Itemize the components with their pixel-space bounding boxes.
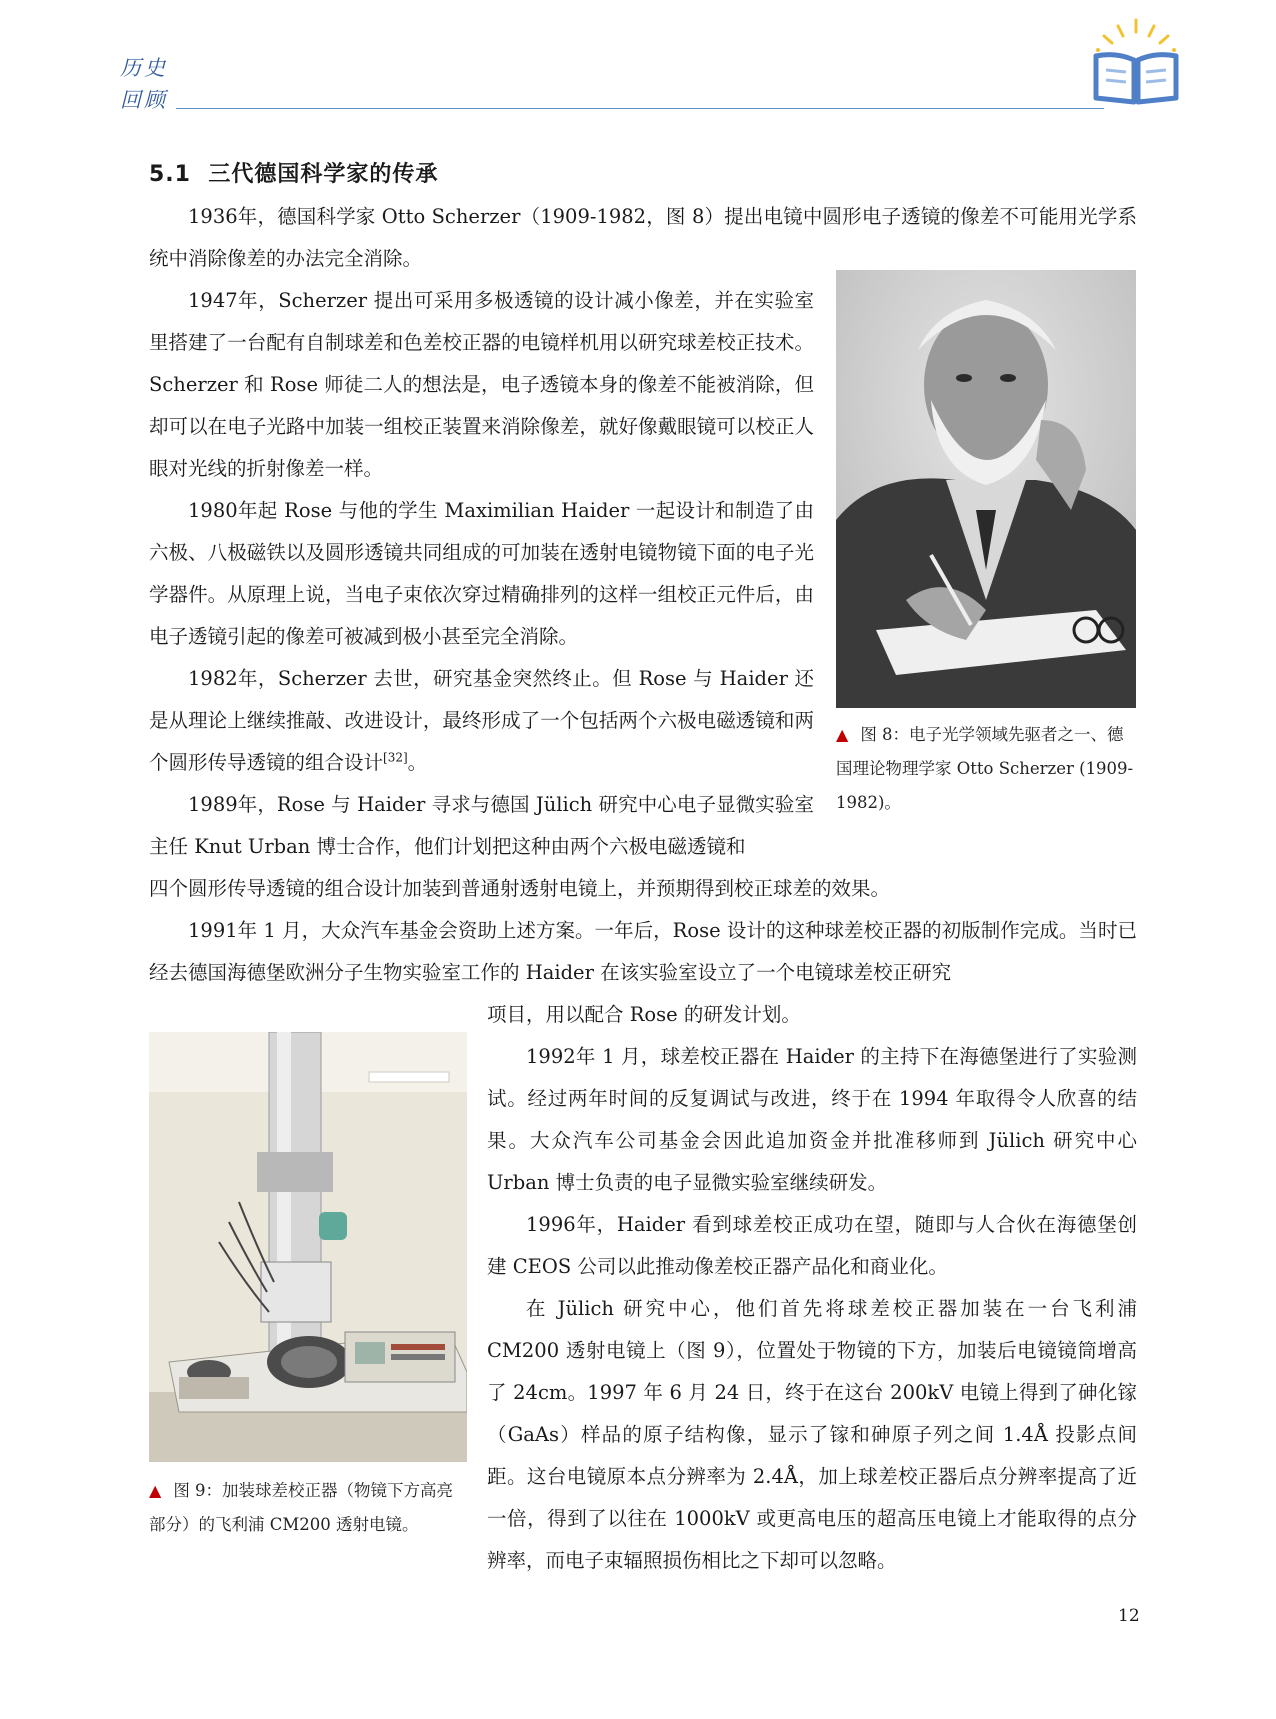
caption-marker-icon: ▲ bbox=[149, 1481, 162, 1500]
header-title-line2: 回顾 bbox=[120, 88, 168, 112]
paragraph-4-text: 1982年，Scherzer 去世，研究基金突然终止。但 Rose 与 Haider 还是从理论上继续推敲、改进设计，最终形成了一个包括两个六极电磁透镜和两个圆形传导透镜的组合设计 bbox=[149, 667, 814, 774]
paragraph-4 bbox=[149, 658, 814, 784]
header-rule bbox=[176, 108, 1104, 109]
figure-8-caption-text: 图 8：电子光学领域先驱者之一、德国理论物理学家 Otto Scherzer (1909-1982)。 bbox=[836, 725, 1134, 812]
paragraph-5-part2: 四个圆形传导透镜的组合设计加装到普通射透射电镜上，并预期得到校正球差的效果。 bbox=[149, 877, 891, 900]
figure-9-caption bbox=[149, 1474, 467, 1542]
paragraph-6: 1991年 1 月，大众汽车基金会资助上述方案。一年后，Rose 设计的这种球差校正器的初版制作完成。当时已经去德国海德堡欧洲分子生物实验室工作的 Haider 在该实验室设立了一个电镜球差校正研究 bbox=[149, 919, 1137, 984]
paragraph-2: 1947年，Scherzer 提出可采用多极透镜的设计减小像差，并在实验室里搭建了一台配有自制球差和色差校正器的电镜样机用以研究球差校正技术。Scherzer 和 Rose 师徒二人的想法是，电子透镜本身的像差不能被消除，但却可以在电子光路中加装一组校正装置来消除像差，就好像戴眼镜可以校正人眼对光线的折射像差一样。 bbox=[149, 289, 814, 480]
figure-9-caption-text: 图 9：加装球差校正器（物镜下方高亮部分）的飞利浦 CM200 透射电镜。 bbox=[149, 1481, 454, 1534]
header-title-line1: 历史 bbox=[120, 56, 168, 80]
paragraph-1: 1936年，德国科学家 Otto Scherzer（1909-1982，图 8）提出电镜中圆形电子透镜的像差不可能用光学系统中消除像差的办法完全消除。 bbox=[149, 205, 1137, 270]
cm200-microscope-image bbox=[149, 1032, 467, 1462]
paragraph-6-end: 项目，用以配合 Rose 的研发计划。 bbox=[487, 1003, 801, 1026]
paragraph-7: 1992年 1 月，球差校正器在 Haider 的主持下在海德堡进行了实验测试。经过两年时间的反复调试与改进，终于在 1994 年取得令人欣喜的结果。大众汽车公司基金会因此追加资金并批准移师到 Jülich 研究中心 Urban 博士负责的电子显微实验室继续研发。 bbox=[487, 1045, 1137, 1194]
citation-ref: [32] bbox=[383, 750, 408, 765]
page-number: 12 bbox=[1118, 1606, 1140, 1626]
caption-marker-icon: ▲ bbox=[836, 725, 849, 744]
paragraph-4-end: 。 bbox=[407, 751, 428, 774]
figure-8-caption bbox=[836, 718, 1136, 820]
scherzer-portrait-image bbox=[836, 270, 1136, 708]
open-book-icon bbox=[1088, 16, 1184, 106]
section-number: 5.1 bbox=[149, 162, 191, 187]
paragraph-8: 1996年，Haider 看到球差校正成功在望，随即与人合伙在海德堡创建 CEOS 公司以此推动像差校正器产品化和商业化。 bbox=[487, 1213, 1137, 1278]
section-heading bbox=[149, 157, 438, 188]
section-title: 三代德国科学家的传承 bbox=[208, 162, 439, 187]
paragraph-9: 在 Jülich 研究中心，他们首先将球差校正器加装在一台飞利浦 CM200 透射电镜上（图 9），位置处于物镜的下方，加装后电镜镜筒增高了 24cm。1997 年 6 月 24 日，终于在这台 200kV 电镜上得到了砷化镓（GaAs）样品的原子结构像，显示了镓和砷原子列之间 1.4Å 投影点间距。这台电镜原本点分辨率为 2.4Å，加上球差校正器后点分辨率提高了近一倍，得到了以往在 1000kV 或更高电压的超高压电镜上才能取得的点分辨率，而电子束辐照损伤相比之下却可以忽略。 bbox=[487, 1297, 1137, 1572]
paragraph-5-part1: 1989年，Rose 与 Haider 寻求与德国 Jülich 研究中心电子显微实验室主任 Knut Urban 博士合作，他们计划把这种由两个六极电磁透镜和 bbox=[149, 793, 814, 858]
figure-9-photo bbox=[149, 1032, 467, 1462]
figure-8-photo bbox=[836, 270, 1136, 708]
paragraph-3: 1980年起 Rose 与他的学生 Maximilian Haider 一起设计和制造了由六极、八极磁铁以及圆形透镜共同组成的可加装在透射电镜物镜下面的电子光学器件。从原理上说，当电子束依次穿过精确排列的这样一组校正元件后，由电子透镜引起的像差可被减到极小甚至完全消除。 bbox=[149, 499, 814, 648]
